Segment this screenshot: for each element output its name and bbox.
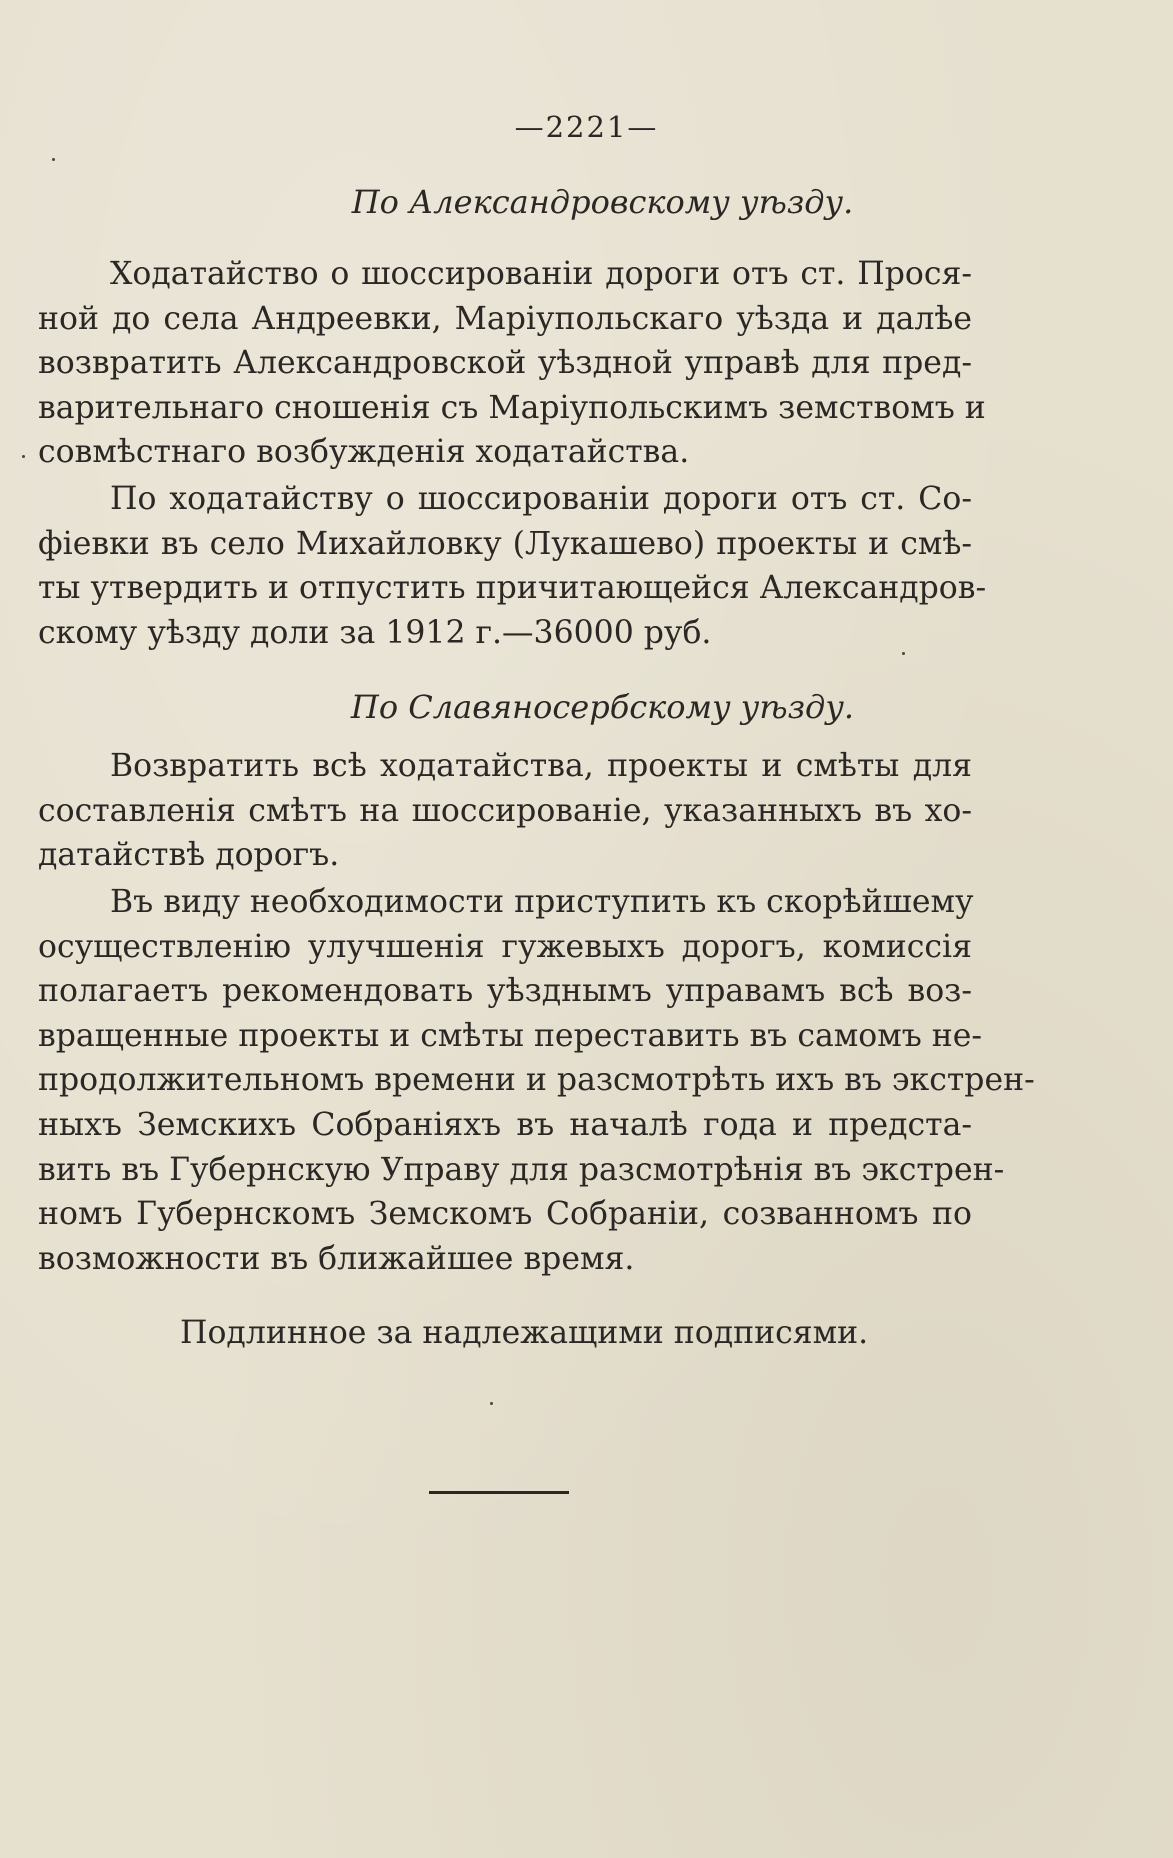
text-line: осуществленію улучшенія гужевыхъ дорогъ, комиссія (38, 928, 972, 965)
text-line: возможности въ ближайшее время. (38, 1240, 635, 1277)
text-line: возвратить Александровской уѣздной управѣ для пред- (38, 345, 972, 382)
text-line: совмѣстнаго возбужденія ходатайства. (38, 434, 690, 471)
text-line: датайствѣ дорогъ. (38, 837, 340, 874)
text-line: Въ виду необходимости приступить къ скорѣйшему (110, 884, 974, 920)
section-heading-aleksandrovsky: По Александровскому уѣзду. (351, 183, 854, 221)
closing-rule (429, 1491, 569, 1494)
text-line: номъ Губернскомъ Земскомъ Собраніи, созванномъ по (38, 1196, 972, 1233)
text-line: По ходатайству о шоссированіи дороги отъ ст. Со- (110, 481, 972, 517)
text-line: Ходатайство о шоссированіи дороги отъ ст. Прося- (110, 256, 972, 292)
print-speck (902, 652, 905, 655)
paragraph-return-petitions (38, 744, 972, 878)
paragraph-petition-sofievka (38, 477, 987, 655)
text-line: ты утвердить и отпустить причитающейся Александров- (38, 570, 987, 607)
print-speck (52, 158, 55, 161)
text-line: Возвратить всѣ ходатайства, проекты и смѣты для (110, 748, 972, 784)
print-speck (490, 1402, 493, 1405)
text-line: фіевки въ село Михайловку (Лукашево) проекты и смѣ- (38, 525, 972, 562)
paragraph-commission-recommendation (38, 880, 1035, 1281)
signature-note: Подлинное за надлежащими подписями. (180, 1315, 869, 1351)
section-heading-slavyanoserbsky: По Славяносербскому уѣзду. (350, 688, 855, 726)
text-line: варительнаго сношенія съ Маріупольскимъ земствомъ и (38, 389, 986, 426)
text-line: ной до села Андреевки, Маріупольскаго уѣзда и далѣе (38, 300, 972, 337)
text-line: вращенные проекты и смѣты переставить въ самомъ не- (38, 1017, 983, 1054)
text-line: составленія смѣтъ на шоссированіе, указанныхъ въ хо- (38, 792, 972, 829)
text-line: скому уѣзду доли за 1912 г.—36000 руб. (38, 614, 712, 651)
text-line: вить въ Губернскую Управу для разсмотрѣнія въ экстрен- (38, 1151, 1005, 1188)
text-line: полагаетъ рекомендовать уѣзднымъ управамъ всѣ воз- (38, 973, 972, 1010)
print-speck (22, 455, 25, 458)
text-line: продолжительномъ времени и разсмотрѣть ихъ въ экстрен- (38, 1062, 1035, 1099)
text-line: ныхъ Земскихъ Собраніяхъ въ началѣ года и предста- (38, 1106, 972, 1143)
paragraph-petition-prosyanaya (38, 252, 986, 475)
page-number: —2221— (514, 110, 659, 144)
